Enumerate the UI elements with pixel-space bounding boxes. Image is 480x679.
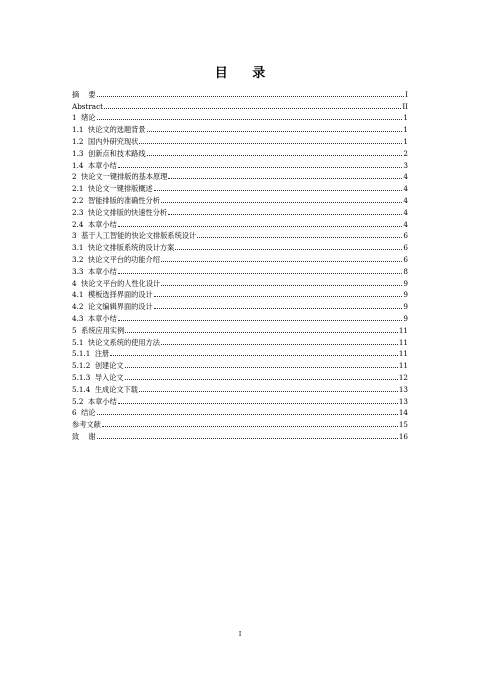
toc-entry[interactable] <box>72 276 408 288</box>
toc-entry[interactable] <box>72 193 408 205</box>
toc-entry-page: 15 <box>398 420 408 430</box>
toc-entry[interactable] <box>72 240 408 252</box>
toc-entry-label: 摘 要 <box>72 89 96 99</box>
toc-dot-leader <box>154 296 403 297</box>
toc-entry-label: 2.1 快论文一键排版概述 <box>72 184 153 194</box>
toc-entry-page: 4 <box>403 207 408 217</box>
toc-entry-page: 3 <box>403 160 408 170</box>
toc-entry-label: 5.1 快论文系统的使用方法 <box>72 337 160 347</box>
toc-entry[interactable] <box>72 229 408 241</box>
toc-entry-label: 3.1 快论文排版系统的设计方案 <box>72 243 175 253</box>
toc-entry-label: 5.1.1 注册 <box>72 349 110 359</box>
toc-entry-page: 4 <box>403 184 408 194</box>
toc-dot-leader <box>139 143 402 144</box>
toc-entry-page: 9 <box>403 290 408 300</box>
toc-entry-page: 14 <box>398 408 408 418</box>
toc-entry-page: 13 <box>398 384 408 394</box>
toc-entry-label: 1.4 本章小结 <box>72 160 117 170</box>
toc-entry-page: 11 <box>398 361 408 371</box>
toc-dot-leader <box>161 202 403 203</box>
toc-dot-leader <box>118 403 398 404</box>
toc-entry[interactable] <box>72 394 408 406</box>
toc-entry-label: 2 快论文一键排版的基本原理 <box>72 172 168 182</box>
toc-dot-leader <box>161 261 403 262</box>
toc-dot-leader <box>125 379 398 380</box>
toc-entry[interactable] <box>72 406 408 418</box>
toc-entry-label: 1.2 国内外研究现状 <box>72 136 139 146</box>
toc-dot-leader <box>154 190 403 191</box>
toc-entry-label: 5 系统应用实例 <box>72 325 125 335</box>
toc-entry[interactable] <box>72 429 408 441</box>
toc-dot-leader <box>110 355 398 356</box>
toc-entry-page: 12 <box>398 372 408 382</box>
toc-entry[interactable] <box>72 170 408 182</box>
toc-entry-page: 4 <box>403 195 408 205</box>
toc-entry[interactable] <box>72 122 408 134</box>
toc-entry[interactable] <box>72 217 408 229</box>
toc-entry-page: 16 <box>398 431 408 441</box>
toc-entry[interactable] <box>72 288 408 300</box>
toc-entry-page: 13 <box>398 396 408 406</box>
toc-dot-leader <box>118 226 403 227</box>
toc-dot-leader <box>161 285 402 286</box>
toc-entry[interactable] <box>72 252 408 264</box>
toc-entry-page: 11 <box>398 337 408 347</box>
toc-entry[interactable] <box>72 382 408 394</box>
toc-entry-label: 1.3 创新点和技术路线 <box>72 148 146 158</box>
toc-dot-leader <box>118 167 403 168</box>
toc-entry[interactable] <box>72 146 408 158</box>
toc-dot-leader <box>97 96 405 97</box>
toc-entry[interactable] <box>72 417 408 429</box>
toc-entry-label: 4.1 模板选择界面的设计 <box>72 290 153 300</box>
toc-entry-label: 3.2 快论文平台的功能介绍 <box>72 254 160 264</box>
toc-entry-page: I <box>405 89 408 99</box>
toc-entry-page: 8 <box>403 266 408 276</box>
toc-entry-label: 3.3 本章小结 <box>72 266 117 276</box>
toc-title: 目 录 <box>214 66 276 81</box>
toc-entry-page: 9 <box>403 302 408 312</box>
toc-dot-leader <box>197 237 402 238</box>
toc-entry-label: 4.2 论文编辑界面的设计 <box>72 302 153 312</box>
toc-dot-leader <box>104 108 401 109</box>
toc-entry-label: 5.1.2 创建论文 <box>72 361 124 371</box>
toc-entry[interactable] <box>72 134 408 146</box>
toc-dot-leader <box>125 332 398 333</box>
toc-entry-label: 2.4 本章小结 <box>72 219 117 229</box>
toc-dot-leader <box>147 131 403 132</box>
table-of-contents <box>72 87 408 441</box>
toc-entry-page: 1 <box>403 113 408 123</box>
toc-dot-leader <box>97 414 398 415</box>
toc-entry-label: 6 结论 <box>72 408 96 418</box>
toc-entry-page: 11 <box>398 349 408 359</box>
toc-dot-leader <box>97 119 403 120</box>
toc-entry-page: 11 <box>398 325 408 335</box>
toc-dot-leader <box>97 438 398 439</box>
page-number: I <box>238 631 242 638</box>
toc-entry-page: 6 <box>403 231 408 241</box>
toc-dot-leader <box>125 367 398 368</box>
toc-dot-leader <box>168 214 402 215</box>
toc-entry-label: 致 谢 <box>72 431 96 441</box>
toc-entry-page: 6 <box>403 243 408 253</box>
toc-entry[interactable] <box>72 87 408 99</box>
toc-dot-leader <box>161 344 398 345</box>
toc-entry-page: II <box>402 101 408 111</box>
toc-entry[interactable] <box>72 181 408 193</box>
toc-entry-page: 1 <box>403 136 408 146</box>
toc-entry-label: 1.1 快论文的选题背景 <box>72 125 146 135</box>
toc-entry[interactable] <box>72 264 408 276</box>
toc-entry[interactable] <box>72 370 408 382</box>
toc-entry-label: 参考文献 <box>72 420 101 430</box>
toc-dot-leader <box>147 155 403 156</box>
toc-entry-page: 2 <box>403 148 408 158</box>
toc-entry-page: 9 <box>403 313 408 323</box>
toc-entry[interactable] <box>72 323 408 335</box>
toc-dot-leader <box>168 178 402 179</box>
toc-entry[interactable] <box>72 111 408 123</box>
toc-entry-label: 1 绪论 <box>72 113 96 123</box>
toc-entry[interactable] <box>72 347 408 359</box>
toc-dot-leader <box>154 308 403 309</box>
toc-entry-label: 5.1.4 生成论文下载 <box>72 384 138 394</box>
toc-entry[interactable] <box>72 335 408 347</box>
toc-entry[interactable] <box>72 158 408 170</box>
toc-dot-leader <box>118 273 403 274</box>
toc-entry-label: 5.2 本章小结 <box>72 396 117 406</box>
toc-entry-page: 9 <box>403 278 408 288</box>
toc-entry[interactable] <box>72 358 408 370</box>
toc-entry[interactable] <box>72 299 408 311</box>
toc-entry-label: 4.3 本章小结 <box>72 313 117 323</box>
toc-dot-leader <box>175 249 402 250</box>
toc-entry[interactable] <box>72 311 408 323</box>
toc-entry-label: 4 快论文平台的人性化设计 <box>72 278 161 288</box>
toc-entry-label: 5.1.3 导入论文 <box>72 372 124 382</box>
toc-entry-page: 6 <box>403 254 408 264</box>
toc-entry-page: 1 <box>403 125 408 135</box>
toc-dot-leader <box>139 391 398 392</box>
toc-entry-page: 4 <box>403 172 408 182</box>
toc-dot-leader <box>102 426 398 427</box>
toc-entry[interactable] <box>72 205 408 217</box>
toc-dot-leader <box>118 320 403 321</box>
toc-entry-label: Abstract <box>72 101 104 111</box>
toc-entry-label: 2.3 快论文排版的快速性分析 <box>72 207 168 217</box>
toc-entry[interactable] <box>72 99 408 111</box>
toc-entry-page: 4 <box>403 219 408 229</box>
toc-entry-label: 3 基于人工智能的快论文排版系统设计 <box>72 231 197 241</box>
toc-entry-label: 2.2 智能排版的准确性分析 <box>72 195 160 205</box>
